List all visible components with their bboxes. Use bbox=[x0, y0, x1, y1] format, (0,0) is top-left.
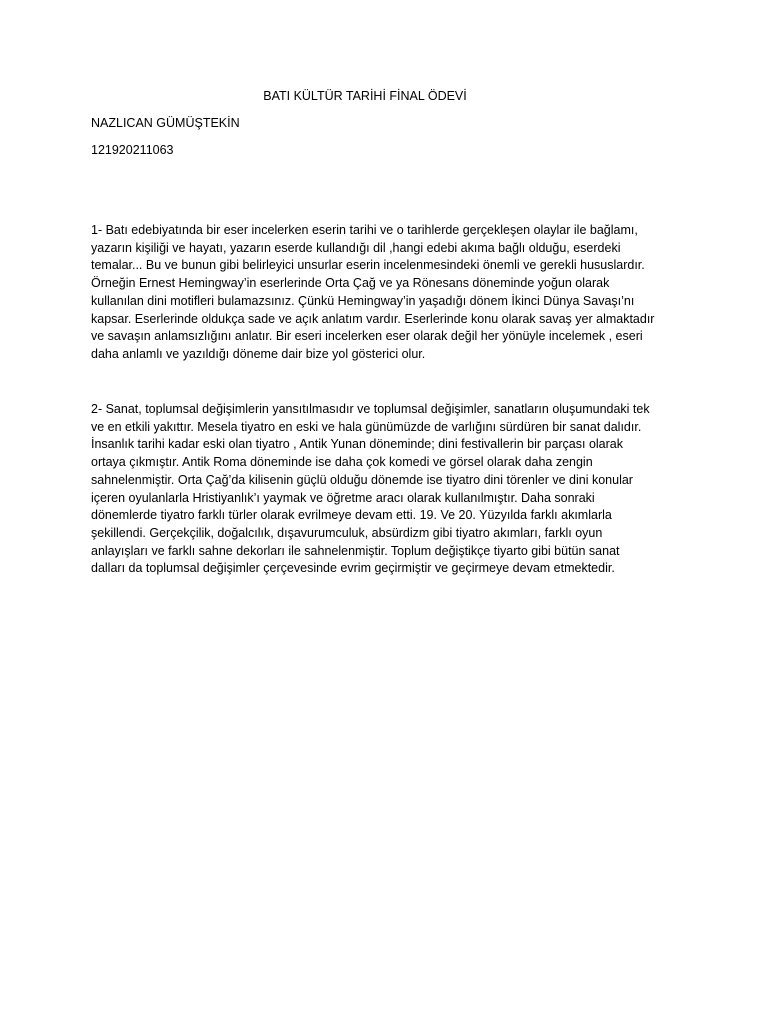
paragraph-line: İnsanlık tarihi kadar eski olan tiyatro , Antik Yunan döneminde; dini festivallerin bir parçası olarak bbox=[91, 437, 624, 452]
paragraph-line: anlayışları ve farklı sahne dekorları ile sahnelenmiştir. Toplum değiştikçe tiyarto gibi bütün sanat bbox=[91, 543, 620, 558]
paragraph-line: dalları da toplumsal değişimler çerçevesinde evrim geçirmiştir ve geçirmeye devam etmektedir. bbox=[91, 561, 615, 576]
paragraph-line: dönemlerde tiyatro farklı türler olarak evrilmeye devam etti. 19. Ve 20. Yüzyılda farklı akımlarla bbox=[91, 508, 612, 523]
paragraph-line: 2- Sanat, toplumsal değişimlerin yansıtılmasıdır ve toplumsal değişimler, sanatların oluşumundaki tek bbox=[91, 402, 650, 416]
paragraph-line: ve savaşın anlamsızlığını anlatır. Bir eseri incelerken eser olarak değil her yönüyle incelemek , eseri bbox=[91, 329, 643, 344]
paragraph-line: içeren oyulanlarla Hristiyanlık’ı yaymak ve öğretme aracı olarak kullanılmıştır. Daha sonraki bbox=[91, 490, 595, 505]
paragraph-line: şekillendi. Gerçekçilik, doğalcılık, dışavurumculuk, absürdizm gibi tiyatro akımları, farklı oyun bbox=[91, 525, 603, 540]
student-number: 121920211063 bbox=[91, 143, 174, 157]
paragraph-line: daha anlamlı ve yazıldığı döneme dair bize yol gösterici olur. bbox=[91, 346, 426, 361]
paragraph-line: 1- Batı edebiyatında bir eser incelerken eserin tarihi ve o tarihlerde gerçekleşen olaylar ile bağlamı, bbox=[91, 223, 638, 237]
document-title: BATI KÜLTÜR TARİHİ FİNAL ÖDEVİ bbox=[263, 89, 467, 103]
paragraph-line: yazarın kişiliği ve hayatı, yazarın eserde kullandığı dil ,hangi edebi akıma bağlı olduğu, eserdeki bbox=[91, 240, 621, 255]
paragraph-line: kapsar. Eserlerinde oldukça sade ve açık anlatım vardır. Eserlerinde konu olarak savaş yer almaktadır bbox=[91, 311, 655, 326]
paragraph-line: sahnelenmiştir. Orta Çağ’da kilisenin güçlü olduğu dönemde ise tiyatro dini törenler ve dini konular bbox=[91, 472, 633, 487]
author-name: NAZLICAN GÜMÜŞTEKİN bbox=[91, 116, 240, 130]
paragraph-line: kullanılan dini motifleri bulamazsınız. Çünkü Hemingway’in yaşadığı dönem İkinci Dünya Savaşı’nı bbox=[91, 293, 635, 308]
paragraph-line: ve en etkili yakıttır. Mesela tiyatro en eski ve hala günümüzde de varlığını sürdüren bir sanat dalıdır. bbox=[91, 419, 642, 434]
paragraph-line: temalar... Bu ve bunun gibi belirleyici unsurlar eserin incelenmesindeki önemli ve gerekli hususlardır. bbox=[91, 258, 645, 273]
paragraph-answer-1 bbox=[91, 222, 691, 364]
paragraph-answer-2 bbox=[91, 401, 691, 578]
paragraph-line: Örneğin Ernest Hemingway’in eserlerinde Orta Çağ ve ya Rönesans döneminde yoğun olarak bbox=[91, 276, 610, 291]
paragraph-line: ortaya çıkmıştır. Antik Roma döneminde ise daha çok komedi ve görsel olarak daha zengin bbox=[91, 455, 593, 470]
